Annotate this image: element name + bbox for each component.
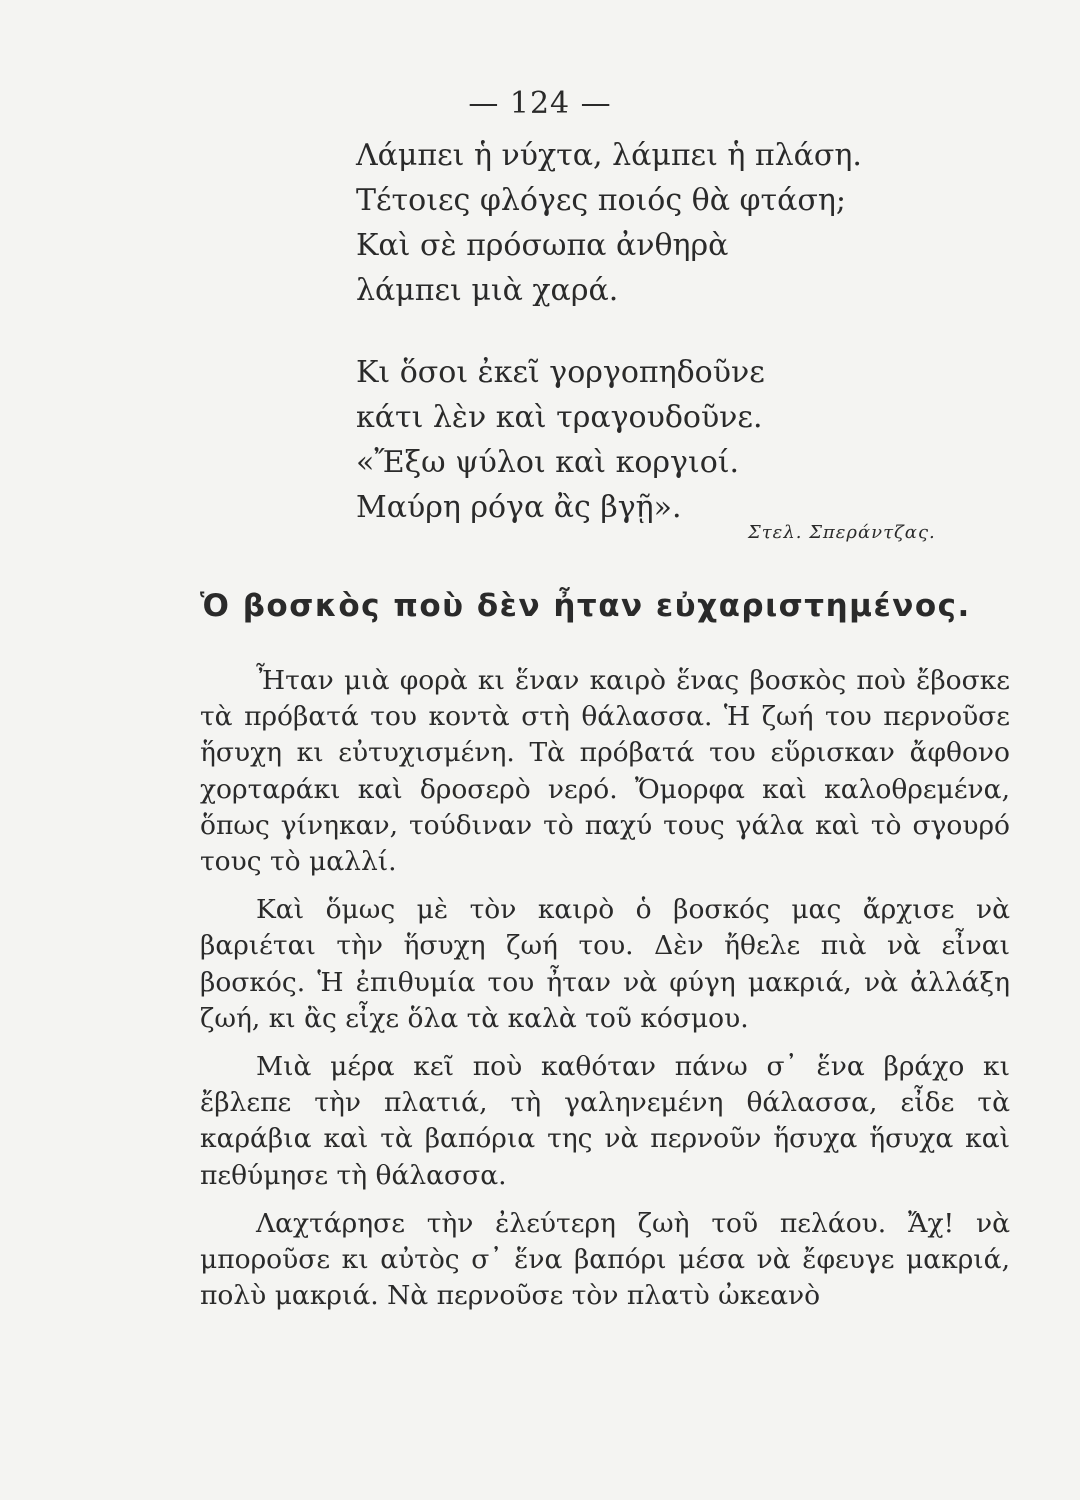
- story-paragraph: Λαχτάρησε τὴν ἐλεύτερη ζωὴ τοῦ πελάου. Ἄχ! νὰ μποροῦσε κι αὐτὸς σ᾿ ἕνα βαπόρι μέσα νὰ ἔφευγε μακριά, πολὺ μακριά. Νὰ περνοῦσε τὸν πλατὺ ὠκεανὸ: [200, 1207, 1010, 1312]
- poem-stanza-2: [356, 350, 765, 530]
- poem-line: «Ἔξω ψύλοι καὶ κοργιοί.: [356, 445, 740, 480]
- story-body: [200, 663, 1010, 1326]
- story-paragraph: Μιὰ μέρα κεῖ ποὺ καθόταν πάνω σ᾿ ἕνα βράχο κι ἔβλεπε τὴν πλατιά, τὴ γαληνεμένη θάλασσα, εἶδε τὰ καράβια καὶ τὰ βαπόρια της νὰ περνοῦν ἥσυχα ἥσυχα καὶ πεθύμησε τὴ θάλασσα.: [200, 1051, 1010, 1191]
- poem-line: Κι ὅσοι ἐκεῖ γοργοπηδοῦνε: [356, 355, 765, 390]
- story-title: Ὁ βοσκὸς ποὺ δὲν ἦταν εὐχαριστημένος.: [200, 588, 971, 624]
- poem-line: Λάμπει ἡ νύχτα, λάμπει ἡ πλάση.: [356, 138, 862, 173]
- story-paragraph: Ἦταν μιὰ φορὰ κι ἕναν καιρὸ ἕνας βοσκὸς ποὺ ἔβοσκε τὰ πρόβατά του κοντὰ στὴ θάλασσα. Ἡ ζωή του περνοῦσε ἥσυχη κι εὐτυχισμένη. Τὰ πρόβατά του εὕρισκαν ἄφθονο χορταράκι καὶ δροσερὸ νερό. Ὄμορφα καὶ καλοθρεμένα, ὅπως γίνηκαν, τούδιναν τὸ παχύ τους γάλα καὶ τὸ σγουρό τους τὸ μαλλί.: [200, 665, 1010, 878]
- poem-line: Μαύρη ρόγα ἂς βγῇ».: [356, 490, 682, 525]
- poem-stanza-1: [356, 133, 862, 313]
- poem-line: Τέτοιες φλόγες ποιός θὰ φτάση;: [356, 183, 846, 218]
- poem-line: λάμπει μιὰ χαρά.: [356, 273, 619, 308]
- poem-signature: Στελ. Σπεράντζας.: [748, 522, 936, 543]
- poem-line: κάτι λὲν καὶ τραγουδοῦνε.: [356, 400, 763, 435]
- page-number: — 124 —: [468, 86, 612, 121]
- poem-line: Καὶ σὲ πρόσωπα ἀνθηρὰ: [356, 228, 729, 263]
- story-paragraph: Καὶ ὅμως μὲ τὸν καιρὸ ὁ βοσκός μας ἄρχισε νὰ βαριέται τὴν ἥσυχη ζωή του. Δὲν ἤθελε πιὰ νὰ εἶναι βοσκός. Ἡ ἐπιθυμία του ἦταν νὰ φύγη μακριά, νὰ ἀλλάξη ζωή, κι ἂς εἶχε ὅλα τὰ καλὰ τοῦ κόσμου.: [200, 894, 1010, 1034]
